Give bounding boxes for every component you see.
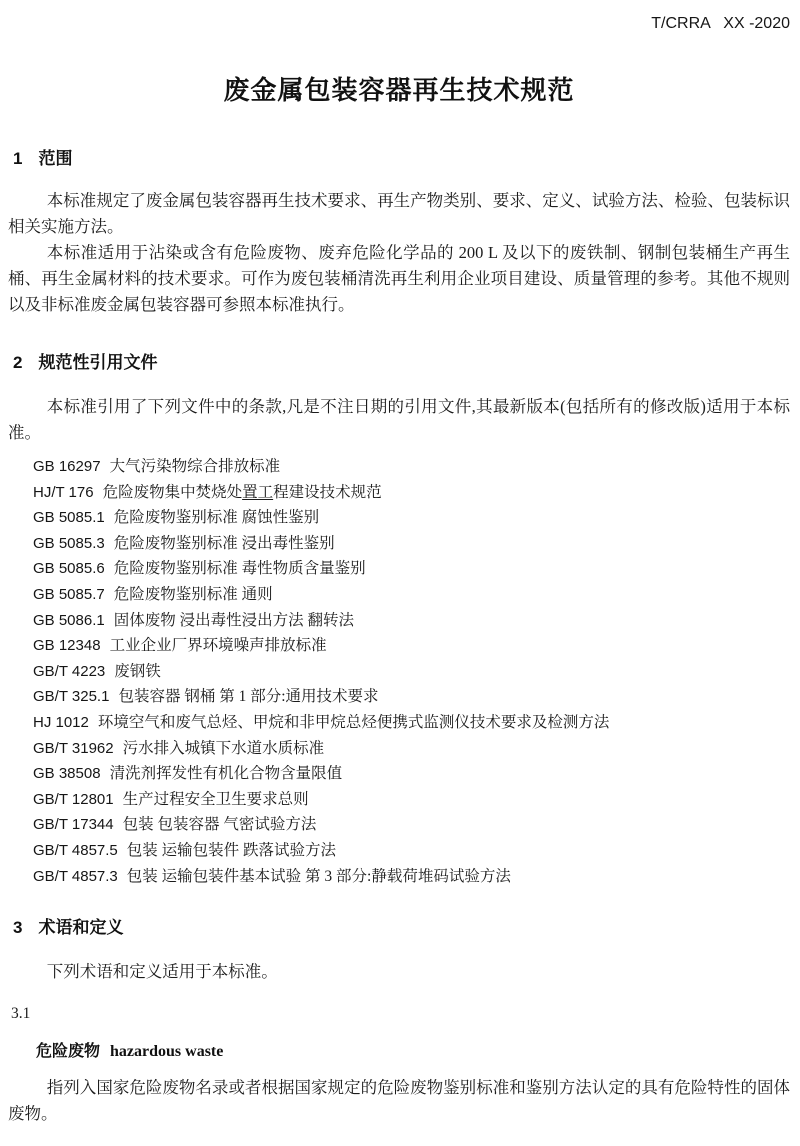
section-3-heading: [13, 917, 790, 939]
reference-title: 危险废物鉴别标准 腐蚀性鉴别: [113, 509, 320, 527]
reference-title: 工业企业厂界环境噪声排放标准: [109, 637, 327, 655]
reference-item: [33, 633, 790, 659]
reference-item: [33, 864, 790, 890]
reference-code: GB 5085.7: [33, 585, 105, 603]
reference-item: [33, 838, 790, 864]
section-1-number: 1: [13, 149, 23, 168]
scope-paragraph-2: 本标准适用于沾染或含有危险废物、废弃危险化学品的 200 L 及以下的废铁制、钢制包装桶生产再生桶、再生金属材料的技术要求。可作为废包装桶清洗再生利用企业项目建设、质量管理的参考。其他不规则以及非标准废金属包装容器可参照本标准执行。: [8, 243, 790, 314]
reference-code: GB 5085.3: [33, 534, 105, 552]
scope-paragraph-1: 本标准规定了废金属包装容器再生技术要求、再生产物类别、要求、定义、试验方法、检验、包装标识相关实施方法。: [8, 191, 790, 236]
reference-title: 包装 运输包装件基本试验 第 3 部分:静载荷堆码试验方法: [126, 867, 511, 885]
reference-code: GB/T 4857.5: [33, 841, 118, 859]
reference-item: [33, 659, 790, 685]
terms-intro: 下列术语和定义适用于本标准。: [46, 962, 278, 982]
reference-item: [33, 710, 790, 736]
section-3-title: 术语和定义: [38, 918, 124, 938]
term-english: hazardous waste: [110, 1043, 224, 1061]
reference-item: [33, 531, 790, 557]
standard-number: T/CRRA XX -2020: [651, 15, 790, 32]
reference-code: GB 38508: [33, 765, 101, 783]
reference-code: GB/T 17344: [33, 816, 114, 834]
reference-code: GB/T 31962: [33, 739, 114, 757]
section-2-title: 规范性引用文件: [38, 353, 158, 372]
section-1-body: [8, 188, 790, 318]
reference-item: [33, 787, 790, 813]
reference-title: 大气污染物综合排放标准: [109, 458, 281, 475]
reference-code: GB/T 4857.3: [33, 867, 118, 885]
reference-title: 包装 包装容器 气密试验方法: [122, 816, 317, 834]
reference-title: 废钢铁: [114, 662, 161, 680]
document-title: 废金属包装容器再生技术规范: [223, 75, 575, 105]
reference-code: GB/T 12801: [33, 790, 114, 808]
reference-code: GB 5086.1: [33, 611, 105, 629]
section-2-number: 2: [13, 353, 23, 372]
section-1-heading: [13, 148, 790, 170]
reference-item: [33, 480, 790, 506]
reference-item: [33, 454, 790, 480]
reference-title: 清洗剂挥发性有机化合物含量限值: [109, 765, 343, 783]
references-intro: 本标准引用了下列文件中的条款,凡是不注日期的引用文件,其最新版本(包括所有的修改版)适用于本标准。: [8, 397, 790, 442]
reference-title: 固体废物 浸出毒性浸出方法 翻转法: [113, 611, 354, 629]
reference-title: 危险废物集中焚烧处置工程建设技术规范: [102, 483, 382, 501]
reference-code: GB/T 4223: [33, 662, 106, 680]
reference-item: [33, 684, 790, 710]
reference-code: HJ 1012: [33, 713, 89, 731]
reference-code: GB 5085.1: [33, 509, 105, 527]
reference-code: GB 12348: [33, 637, 101, 655]
reference-item: [33, 556, 790, 582]
reference-item: [33, 761, 790, 787]
reference-title: 包装 运输包装件 跌落试验方法: [126, 841, 337, 859]
reference-code: HJ/T 176: [33, 483, 94, 501]
reference-item: [33, 505, 790, 531]
term-heading: [36, 1041, 790, 1063]
reference-title: 危险废物鉴别标准 浸出毒性鉴别: [113, 534, 335, 552]
reference-title: 包装容器 钢桶 第 1 部分:通用技术要求: [118, 688, 379, 706]
reference-title: 生产过程安全卫生要求总则: [122, 790, 309, 808]
clause-number: 3.1: [11, 1005, 31, 1023]
section-1-title: 范围: [38, 149, 73, 168]
reference-item: [33, 736, 790, 762]
reference-code: GB/T 325.1: [33, 688, 110, 706]
reference-title: 危险废物鉴别标准 毒性物质含量鉴别: [113, 560, 366, 578]
reference-item: [33, 582, 790, 608]
reference-title: 污水排入城镇下水道水质标准: [122, 739, 325, 757]
reference-code: GB 16297: [33, 458, 101, 475]
term-definition: 指列入国家危险废物名录或者根据国家规定的危险废物鉴别标准和鉴别方法认定的具有危险特性的固体废物。: [8, 1078, 790, 1124]
section-3-number: 3: [13, 918, 23, 938]
term-chinese: 危险废物: [36, 1043, 101, 1061]
references-list: [8, 454, 790, 889]
reference-item: [33, 608, 790, 634]
reference-title: 环境空气和废气总烃、甲烷和非甲烷总烃便携式监测仪技术要求及检测方法: [97, 713, 610, 731]
reference-item: [33, 812, 790, 838]
section-2-heading: [13, 352, 790, 374]
reference-code: GB 5085.6: [33, 560, 105, 578]
reference-title: 危险废物鉴别标准 通则: [113, 585, 273, 603]
